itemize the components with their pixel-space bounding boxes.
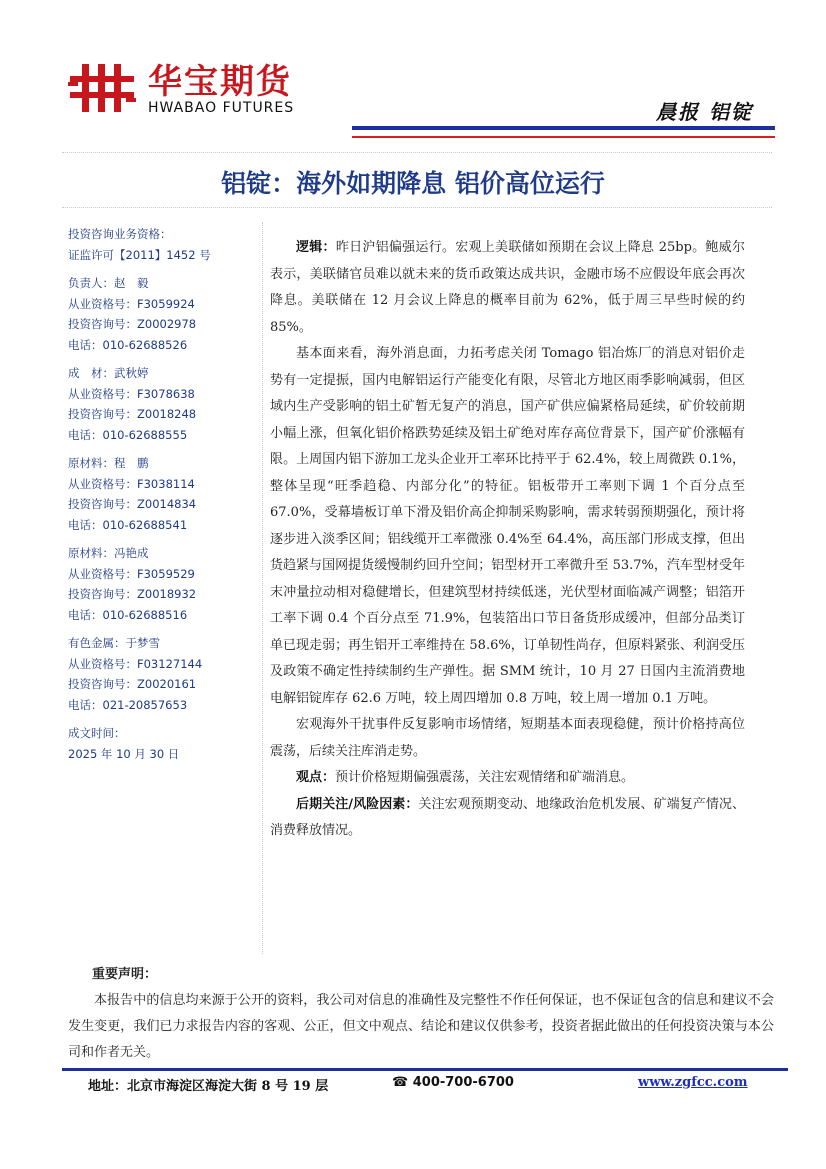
footer-phone [392, 1075, 514, 1090]
qualification-block [68, 224, 258, 265]
footer-rule [62, 1068, 788, 1071]
analyst-license: 从业资格号：F3078638 [68, 386, 195, 401]
divider [62, 207, 772, 208]
analyst-block [68, 273, 258, 355]
analyst-role: 有色金属：于梦雪 [68, 636, 160, 650]
analyst-phone: 电话：010-62688526 [68, 337, 188, 352]
risk-text: 关注宏观预期变动、地缘政治危机发展、矿端复产情况、消费释放情况。 [270, 796, 745, 838]
qualification-value: 证监许可【2011】1452 号 [68, 247, 211, 262]
analyst-license: 从业资格号：F3059924 [68, 296, 195, 311]
report-body [270, 235, 745, 845]
analyst-license: 从业资格号：F3038114 [68, 476, 195, 491]
company-logo [68, 62, 318, 122]
analyst-sidebar [68, 224, 258, 772]
analyst-role: 原材料：冯艳成 [68, 546, 149, 560]
analyst-role: 负责人：赵 毅 [68, 276, 149, 290]
analyst-consult-no: 投资咨询号：Z0018932 [68, 587, 197, 601]
sidebar-divider [262, 222, 263, 954]
analyst-consult-no: 投资咨询号：Z0020161 [68, 677, 197, 691]
hwabao-logo-icon [68, 62, 138, 114]
view-paragraph [270, 765, 745, 792]
footer-address: 地址：北京市海淀区海淀大街 8 号 19 层 [88, 1079, 329, 1094]
qualification-label: 投资咨询业务资格： [68, 227, 172, 241]
date-label: 成文时间： [68, 726, 126, 740]
header-rule-blue [352, 126, 775, 130]
analyst-license: 从业资格号：F3059529 [68, 566, 195, 581]
analyst-consult-no: 投资咨询号：Z0014834 [68, 497, 197, 511]
divider [62, 152, 772, 153]
logic-label: 逻辑： [296, 240, 336, 255]
disclaimer-title: 重要声明： [92, 967, 158, 982]
analyst-phone: 电话：021-20857653 [68, 697, 188, 712]
analyst-role: 成 材：武秋婷 [68, 366, 149, 380]
fundamentals-paragraph: 基本面来看，海外消息面，力拓考虑关闭 Tomago 铝冶炼厂的消息对铝价走势有一定提振，国内电解铝运行产能变化有限，尽管北方地区雨季影响减弱，但区域内生产受影响的铝土矿暂无复产的消息，国产矿供应偏紧格局延续，矿价较前期小幅上涨，但氧化铝价格跌势延续及铝土矿绝对库存高位背景下，国产矿价涨幅有限。上周国内铝下游加工龙头企业开工率环比持平于 62.4%，较上周微跌 0.1%，整体呈现“旺季趋稳、内部分化”的特征。铝板带开工率则下调 1 个百分点至 67.0%，受幕墙板订单下滑及铝价高企抑制采购影响，需求转弱预期强化，预计将逐步进入淡季区间；铝线缆开工率微涨 0.4%至 64.4%，高压部门形成支撑，但出货趋紧与国网提货缓慢制约回升空间；铝型材开工率微升至 53.7%，汽车型材受年末冲量拉动相对稳健增长，但建筑型材持续低迷，光伏型材面临减产调整；铝箔开工率下调 0.4 个百分点至 71.9%，包装箔出口节日备货形成缓冲，但部分品类订单已现走弱；再生铝开工率维持在 58.6%，订单韧性尚存，但原料紧张、利润受压及政策不确定性持续制约生产弹性。据 SMM 统计，10 月 27 日国内主流消费地电解铝锭库存 62.6 万吨，较上周四增加 0.8 万吨，较上周一增加 0.1 万吨。 [270, 346, 745, 706]
risk-label: 后期关注/风险因素： [296, 796, 419, 812]
header-rule-red [352, 136, 775, 138]
disclaimer-text: 本报告中的信息均来源于公开的资料，我公司对信息的准确性及完整性不作任何保证，也不保证包含的信息和建议不会发生变更，我们已力求报告内容的客观、公正，但文中观点、结论和建议仅供参考，投资者据此做出的任何投资决策与本公司和作者无关。 [68, 993, 774, 1060]
phone-icon: ☎ [392, 1075, 409, 1090]
analyst-block [68, 453, 258, 535]
phone-number: 400-700-6700 [412, 1075, 514, 1090]
logic-paragraph [270, 235, 745, 341]
date-block [68, 723, 258, 764]
outlook-paragraph: 宏观海外干扰事件反复影响市场情绪，短期基本面表现稳健，预计价格持高位震荡，后续关注库消走势。 [270, 717, 745, 759]
analyst-phone: 电话：010-62688555 [68, 427, 188, 442]
analyst-phone: 电话：010-62688516 [68, 607, 188, 622]
analyst-block [68, 543, 258, 625]
analyst-block [68, 363, 258, 445]
view-text: 预计价格短期偏强震荡，关注宏观情绪和矿端消息。 [335, 770, 635, 785]
logo-text-cn: 华宝期货 [148, 62, 292, 102]
view-label: 观点： [296, 770, 336, 785]
analyst-license: 从业资格号：F03127144 [68, 656, 203, 671]
analyst-consult-no: 投资咨询号：Z0018248 [68, 407, 197, 421]
logic-text: 昨日沪铝偏强运行。宏观上美联储如预期在会议上降息 25bp。鲍威尔表示，美联储官员难以就未来的货币政策达成共识，金融市场不应假设年底会再次降息。美联储在 12 月会议上降息的概率目前为 62%，低于周三早些时候的约 85%。 [270, 240, 745, 335]
website-link[interactable]: www.zgfcc.com [638, 1075, 748, 1090]
logo-text-en: HWABAO FUTURES [148, 100, 295, 116]
disclaimer [68, 962, 774, 1066]
analyst-block [68, 633, 258, 715]
analyst-phone: 电话：010-62688541 [68, 517, 188, 532]
report-title: 铝锭：海外如期降息 铝价高位运行 [221, 169, 605, 198]
analyst-role: 原材料：程 鹏 [68, 456, 149, 470]
analyst-consult-no: 投资咨询号：Z0002978 [68, 317, 197, 331]
risk-paragraph [270, 792, 745, 845]
date-value: 2025 年 10 月 30 日 [68, 746, 180, 761]
report-type-label: 晨报 铝锭 [656, 100, 753, 124]
